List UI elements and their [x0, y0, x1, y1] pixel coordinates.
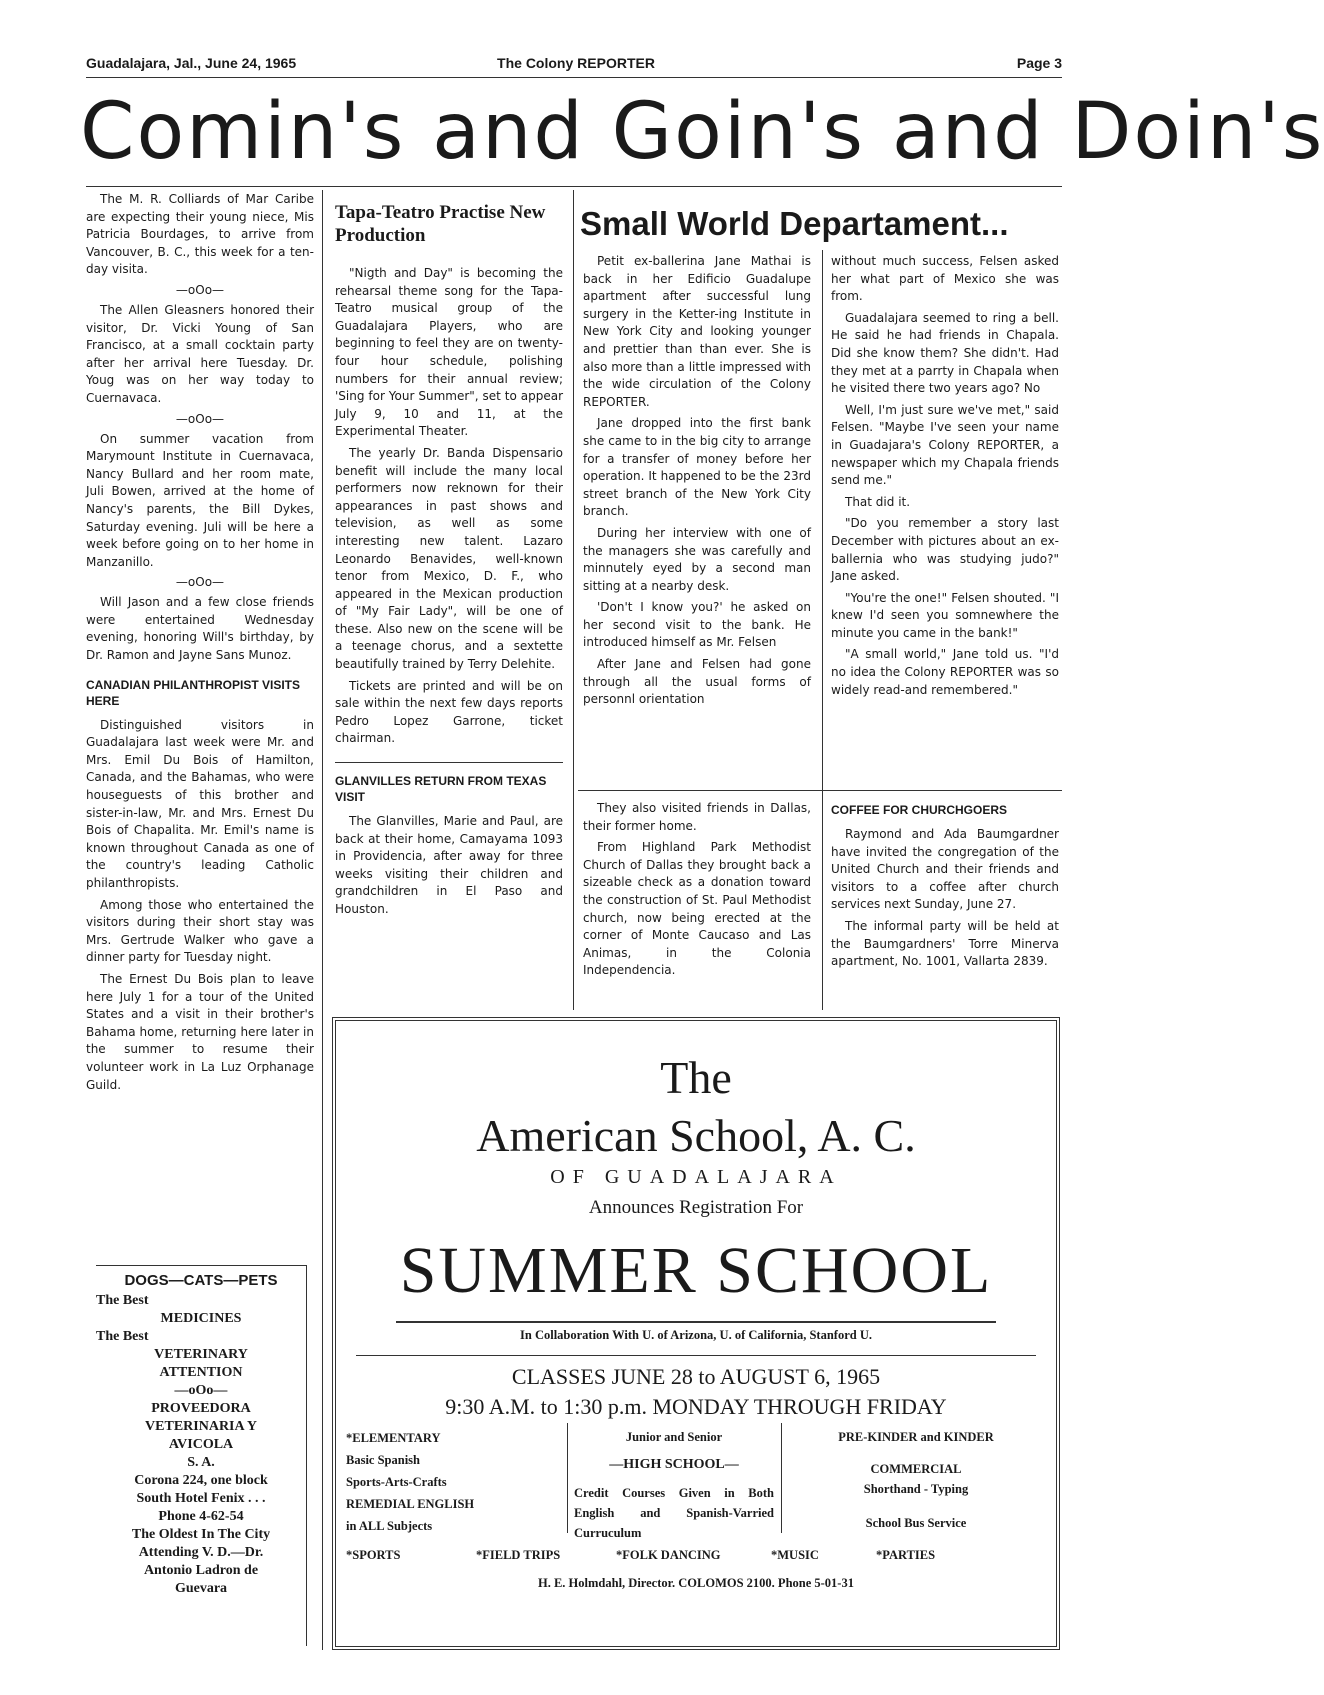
ad-activity: *FOLK DANCING	[616, 1548, 721, 1562]
pets-ad-line: AVICOLA	[168, 1437, 234, 1452]
article-bullard: On summer vacation from Marymount Institute in Cuernavaca, Nancy Bullard and her room mate, Juli Bowen, arrived at the home of Nancy's parents, the Bill Dykes, Saturday evening. Juli will be here a week before going on to her home in Manzanillo.	[86, 431, 314, 569]
school-ad-collaboration: In Collaboration With U. of Arizona, U. of California, Stanford U.	[520, 1328, 872, 1342]
small-world-p: 'Don't I know you?' he asked on her second visit to the bank. He introduced himself as Mr. Felsen	[583, 600, 811, 650]
small-world-p: "Do you remember a story last December with pictures about an ex-ballernia who was studying judo?" Jane asked.	[831, 516, 1059, 584]
pets-advertisement	[96, 1265, 307, 1646]
ad-line: REMEDIAL ENGLISH	[346, 1497, 475, 1511]
article-glanvilles: The Glanvilles, Marie and Paul, are back at their home, Camayama 1093 in Providencia, after away for three weeks visiting their children and grandchildren in El Paso and Houston.	[335, 814, 563, 916]
column-methodist	[583, 800, 811, 984]
school-ad-the: The	[660, 1052, 732, 1103]
school-ad-city: OF GUADALAJARA	[550, 1166, 842, 1188]
school-ad-hours: 9:30 A.M. to 1:30 p.m. MONDAY THROUGH FRIDAY	[445, 1394, 947, 1419]
small-world-p: After Jane and Felsen had gone through all the usual forms of personnl orientation	[583, 657, 811, 707]
column-rule	[822, 250, 823, 1010]
pets-ad-line: The Oldest In The City	[131, 1527, 271, 1542]
article-coffee-party: The informal party will be held at the Baumgardners' Torre Minerva apartment, No. 1001, Vallarta 2839.	[831, 918, 1059, 969]
school-ad-rule	[356, 1355, 1036, 1356]
small-world-col-b	[831, 253, 1059, 703]
school-ad-rule	[396, 1321, 996, 1323]
ad-activity: *PARTIES	[876, 1548, 936, 1562]
column-rule	[573, 190, 574, 1010]
small-world-p: Well, I'm just sure we've met," said Felsen. "Maybe I've seen your name in Guadajara's Colony REPORTER, a newspaper which my Chapala friends send me."	[831, 402, 1059, 488]
small-world-headline: Small World Departament...	[580, 205, 1009, 242]
small-world-p: "A small world," Jane told us. "I'd no idea the Colony REPORTER was so widely read-and remembered."	[831, 647, 1059, 697]
school-ad-announces: Announces Registration For	[588, 1197, 804, 1218]
pets-ad-address: South Hotel Fenix . . .	[136, 1491, 266, 1506]
ad-line: PRE-KINDER and KINDER	[838, 1430, 994, 1444]
pets-ad-line: The Best	[96, 1293, 149, 1308]
school-ad-kinder	[786, 1427, 1046, 1533]
school-ad-high-school	[574, 1427, 774, 1543]
school-ad-director: H. E. Holmdahl, Director. COLOMOS 2100. Phone 5-01-31	[538, 1576, 854, 1590]
header-paper-name: The Colony REPORTER	[497, 55, 655, 71]
small-world-p: That did it.	[845, 494, 911, 509]
ad-line: Shorthand - Typing	[863, 1482, 969, 1496]
pets-ad-line: PROVEEDORA	[151, 1401, 251, 1416]
ad-line: Junior and Senior	[625, 1430, 723, 1444]
article-dallas-visit: They also visited friends in Dallas, their former home.	[583, 801, 811, 833]
column-society-notes	[86, 191, 314, 1098]
pets-ad-line: Attending V. D.—Dr.	[138, 1545, 264, 1560]
column-theater	[335, 201, 563, 923]
tapa-teatro-headline: Tapa-Teatro Practise New Production	[335, 202, 546, 246]
small-world-col-a	[583, 253, 811, 713]
ad-line: Credit Courses Given in Both English and Spanish-Varried Curruculum	[574, 1486, 774, 1540]
article-gleasners: The Allen Gleasners honored their visitor, Dr. Vicki Young of San Francisco, at a small cocktain party after her arrival here Tuesday. Dr. Youg was on her way today to Cuernavaca.	[86, 302, 314, 405]
pets-ad-title: DOGS—CATS—PETS	[124, 1272, 278, 1289]
page-headline: Comin's and Goin's and Doin's	[80, 87, 1324, 177]
ad-activity: *MUSIC	[771, 1548, 819, 1562]
ad-line: Basic Spanish	[346, 1453, 420, 1467]
header-rule	[86, 77, 1062, 78]
column-coffee	[831, 800, 1059, 975]
pets-ad-line: MEDICINES	[160, 1311, 242, 1326]
ad-line: in ALL Subjects	[346, 1519, 433, 1533]
article-colliards: The M. R. Colliards of Mar Caribe are expecting their young niece, Mis Patricia Bourdages, to arrive from Vancouver, B. C., this week for a ten-day visita.	[86, 192, 314, 277]
small-world-p: "You're the one!" Felsen shouted. "I knew I'd seen you somnewhere the minute you came in the bank!"	[831, 590, 1059, 640]
school-ad-elementary	[346, 1427, 561, 1537]
ad-activity: *FIELD TRIPS	[476, 1548, 561, 1562]
pets-ad-line: Antonio Ladron de	[143, 1563, 259, 1578]
small-world-p: During her interview with one of the managers she was carefully and minnutely eyed by a second man sitting at a nearby desk.	[583, 525, 811, 593]
separator: —oOo—	[175, 411, 225, 426]
school-ad-column-rule	[567, 1423, 568, 1533]
pets-ad-line: VETERINARY	[154, 1347, 248, 1362]
article-banda-benefit: The yearly Dr. Banda Dispensario benefit will include the many local performers now reknown for their appearances in past shows and television, as well as some interesting new talent. Lazaro Leonardo Benavides, well-known tenor from Mexico, D. F., who appeared in the Mexican production of "My Fair Lady", will be one of these. Also new on the scene will be a teenage chorus, and a sextette beautifully trained by Terry Delehite.	[335, 445, 563, 672]
american-school-advertisement	[332, 1017, 1060, 1650]
school-ad-column-rule	[781, 1423, 782, 1533]
school-ad-summer-school: SUMMER SCHOOL	[399, 1234, 993, 1307]
pets-ad-line: ATTENTION	[159, 1365, 243, 1380]
article-tapa-teatro: "Nigth and Day" is becoming the rehearsal theme song for the Tapa-Teatro musical group of the Guadalajara Players, who are beginning to feel they are on twenty-four hour schedule, polishing numbers for their annual review; 'Sing for Your Summer", set to appear July 9, 10 and 11, at the Experimental Theater.	[335, 266, 563, 439]
pets-ad-address: Corona 224, one block	[134, 1473, 268, 1488]
column-rule	[322, 190, 323, 1650]
school-ad-name: American School, A. C.	[476, 1110, 916, 1161]
page-header	[86, 55, 1062, 75]
article-du-bois-tour: The Ernest Du Bois plan to leave here July 1 for a tour of the United States and a visit in their brother's Bahama home, returning here later in the summer to resume their volunteer work in La Luz Orphanage Guild.	[86, 971, 314, 1092]
ad-line: COMMERCIAL	[870, 1462, 962, 1476]
ad-line: School Bus Service	[865, 1516, 967, 1530]
subheading-coffee: COFFEE FOR CHURCHGOERS	[831, 803, 1008, 817]
pets-ad-line: The Best	[96, 1329, 149, 1344]
small-world-p: Petit ex-ballerina Jane Mathai is back in her Edificio Guadalupe apartment after successful lung surgery in the Ketter-ing Institute in New York City and looking younger and prettier than than ever. She is also more than a little impressed with the wide circulation of the Colony REPORTER.	[583, 254, 811, 409]
article-tickets: Tickets are printed and will be on sale within the next few days reports Pedro Lopez Garrone, ticket chairman.	[335, 678, 563, 746]
ad-line: —HIGH SCHOOL—	[609, 1457, 739, 1472]
small-world-p: without much success, Felsen asked her what part of Mexico she was from.	[831, 254, 1059, 304]
small-world-p: Jane dropped into the first bank she came to in the big city to arrange for a transfer of money before her operation. It happened to be the 23rd street branch of the New York City branch.	[583, 416, 811, 519]
small-world-bottom-rule	[578, 790, 1062, 791]
header-page-number: Page 3	[1016, 55, 1062, 71]
school-ad-classes: CLASSES JUNE 28 to AUGUST 6, 1965	[511, 1364, 881, 1389]
pets-ad-line: S. A.	[187, 1455, 215, 1470]
separator: —oOo—	[175, 282, 225, 297]
article-coffee: Raymond and Ada Baumgardner have invited the congregation of the United Church and their friends and visitors to a coffee after church services next Sunday, June 27.	[831, 827, 1059, 912]
separator: —oOo—	[175, 575, 225, 590]
pets-ad-line: VETERINARIA Y	[145, 1419, 257, 1434]
article-du-bois: Distinguished visitors in Guadalajara last week were Mr. and Mrs. Emil Du Bois of Hamilton, Canada, and the Bahamas, who were houseguests of this brother and sister-in-law, Mr. and Mrs. Ernest Du Bois of Chapalita. Mr. Emil's name is known throughout Canada as one of the country's leading Catholic philanthropists.	[86, 717, 314, 890]
article-methodist-church: From Highland Park Methodist Church of Dallas they brought back a sizeable check as a donation toward the construction of St. Paul Methodist church, now being erected at the corner of Monte Caucaso and Las Animas, in the Colonia Independencia.	[583, 840, 811, 978]
headline-rule	[86, 186, 1062, 187]
ad-line: Sports-Arts-Crafts	[346, 1475, 447, 1489]
subheading-canadian-philanthropist: CANADIAN PHILANTHROPIST VISITS HERE	[86, 677, 301, 708]
article-walker-dinner: Among those who entertained the visitors during their short stay was Mrs. Gertrude Walker who gave a dinner party for Tuesday night.	[86, 897, 314, 965]
pets-ad-line: Guevara	[174, 1581, 228, 1596]
ad-activity: *SPORTS	[346, 1548, 401, 1562]
small-world-p: Guadalajara seemed to ring a bell. He said he had friends in Chapala. Did she know them? She didn't. Had they met at a parrty in Chapala when he visited there two years ago? No	[831, 310, 1059, 396]
ad-line: *ELEMENTARY	[346, 1431, 441, 1445]
subheading-glanvilles: GLANVILLES RETURN FROM TEXAS VISIT	[335, 774, 547, 805]
pets-ad-separator: —oOo—	[174, 1383, 228, 1398]
header-date: Guadalajara, Jal., June 24, 1965	[86, 55, 297, 71]
article-jason-birthday: Will Jason and a few close friends were entertained Wednesday evening, honoring Will's birthday, by Dr. Ramon and Jayne Sans Munoz.	[86, 595, 314, 663]
pets-ad-phone: Phone 4-62-54	[158, 1509, 244, 1524]
